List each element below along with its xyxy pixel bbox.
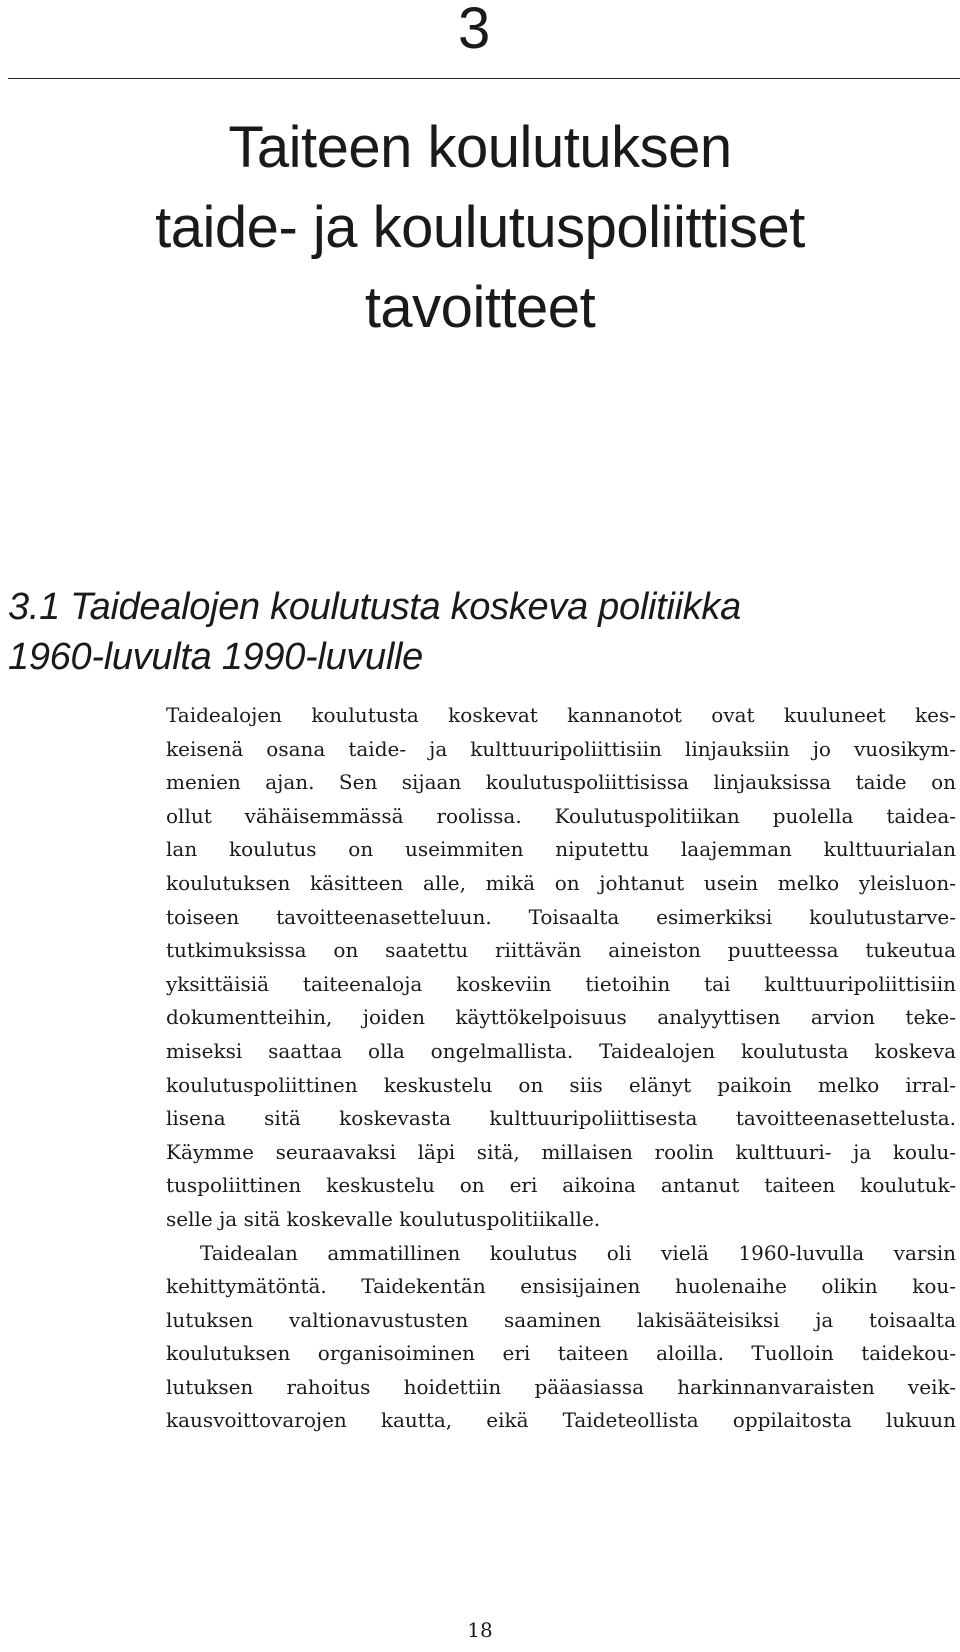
body-line: Taidealojen koulutusta koskevat kannanotot ovat kuuluneet kes- — [166, 703, 956, 727]
body-line: koulutuksen käsitteen alle, mikä on johtanut usein melko yleisluon- — [166, 870, 956, 895]
body-line: Taidealan ammatillinen koulutus oli vielä 1960-luvulla varsin — [200, 1240, 956, 1265]
chapter-title-line: Taiteen koulutuksen — [228, 115, 732, 180]
body-line: selle ja sitä koskevalle koulutuspolitiikalle. — [166, 1206, 601, 1231]
chapter-title-line: taide- ja koulutuspoliittiset — [155, 195, 805, 260]
header-rule — [8, 78, 960, 79]
page-number: 18 — [467, 1618, 493, 1642]
body-line: koulutuspoliittinen keskustelu on siis elänyt paikoin melko irral- — [166, 1072, 956, 1097]
body-line: lutuksen rahoitus hoidettiin pääasiassa harkinnanvaraisten veik- — [166, 1374, 956, 1399]
body-line: menien ajan. Sen sijaan koulutuspoliittisissa linjauksissa taide on — [166, 770, 956, 795]
body-line: kausvoittovarojen kautta, eikä Taideteollista oppilaitosta lukuun — [166, 1408, 956, 1433]
body-line: lutuksen valtionavustusten saaminen lakisääteisiksi ja toisaalta — [166, 1307, 956, 1332]
body-line: koulutuksen organisoiminen eri taiteen aloilla. Tuolloin taidekou- — [166, 1341, 956, 1366]
body-line: dokumentteihin, joiden käyttökelpoisuus analyyttisen arvion teke- — [166, 1005, 956, 1030]
body-line: tuspoliittinen keskustelu on eri aikoina antanut taiteen koulutuk- — [166, 1173, 956, 1198]
chapter-title — [0, 108, 960, 348]
body-line: Käymme seuraavaksi läpi sitä, millaisen roolin kulttuuri- ja koulu- — [166, 1139, 956, 1164]
body-line: keisenä osana taide- ja kulttuuripoliittisiin linjauksiin jo vuosikym- — [166, 736, 956, 761]
body-text — [166, 699, 956, 1438]
body-line: miseksi saattaa olla ongelmallista. Taidealojen koulutusta koskeva — [166, 1038, 956, 1063]
section-title-line: 3.1 Taidealojen koulutusta koskeva politiikka — [8, 586, 741, 628]
chapter-number: 3 — [458, 0, 491, 61]
chapter-title-line: tavoitteet — [364, 275, 596, 340]
body-line: lisena sitä koskevasta kulttuuripoliittisesta tavoitteenasettelusta. — [166, 1106, 956, 1131]
body-line: ollut vähäisemmässä roolissa. Koulutuspolitiikan puolella taidea- — [166, 803, 956, 828]
section-title — [8, 582, 958, 682]
section-title-line: 1960-luvulta 1990-luvulle — [8, 636, 424, 678]
body-line: toiseen tavoitteenasetteluun. Toisaalta esimerkiksi koulutustarve- — [166, 904, 956, 929]
body-line: tutkimuksissa on saatettu riittävän aineiston puutteessa tukeutua — [166, 938, 956, 963]
body-line: kehittymätöntä. Taidekentän ensisijainen huolenaihe olikin kou- — [166, 1274, 956, 1299]
body-line: lan koulutus on useimmiten niputettu laajemman kulttuurialan — [166, 837, 956, 862]
body-line: yksittäisiä taiteenaloja koskeviin tietoihin tai kulttuuripoliittisiin — [166, 971, 956, 996]
